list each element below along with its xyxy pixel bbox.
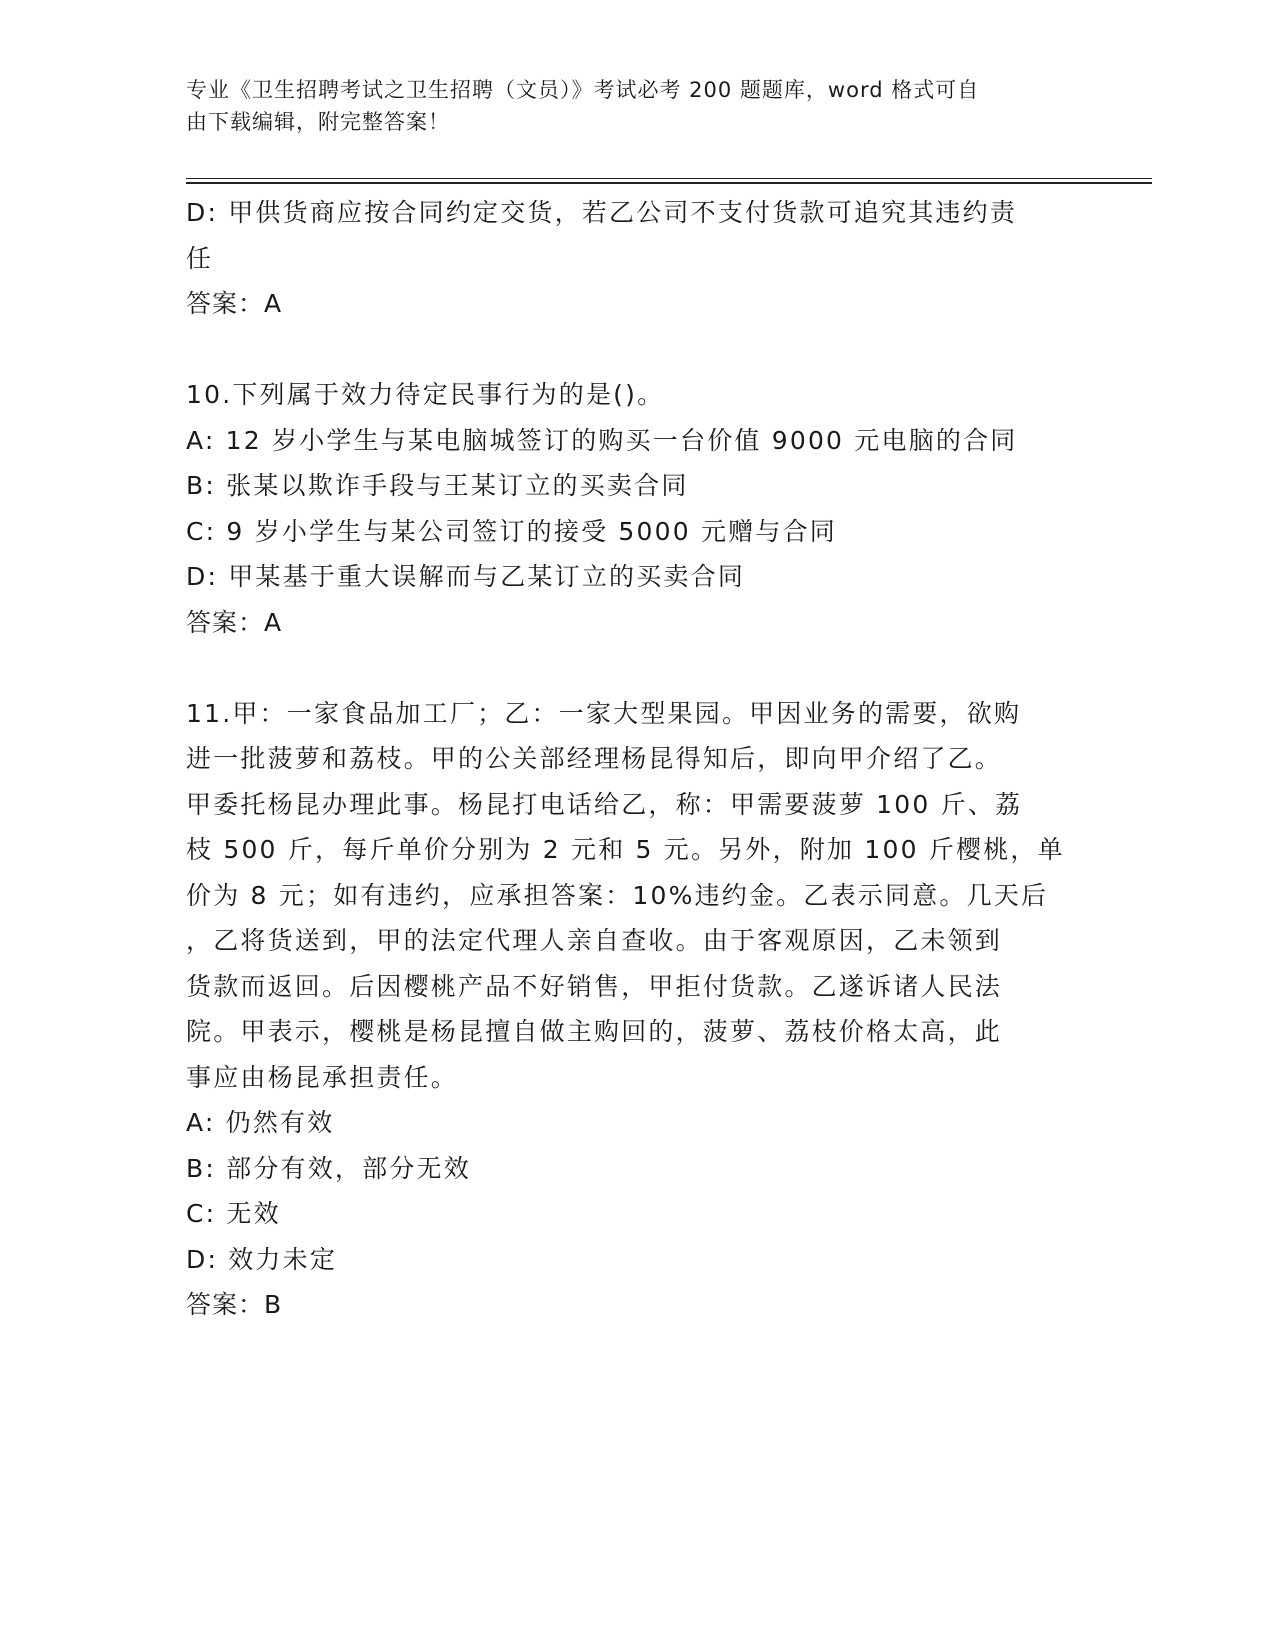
q11-option-d: D: 效力未定	[186, 1244, 338, 1274]
q11-stem-line: 价为 8 元；如有违约，应承担答案：10%违约金。乙表示同意。几天后	[186, 880, 1049, 910]
header-divider-thick	[186, 182, 1152, 184]
document-header	[186, 74, 1066, 138]
q11-stem-line: 货款而返回。后因樱桃产品不好销售，甲拒付货款。乙遂诉诸人民法	[186, 971, 1003, 1001]
header-line-1: 专业《卫生招聘考试之卫生招聘（文员）》考试必考 200 题题库，word 格式可自	[186, 78, 980, 102]
q9-option-d-line-2: 任	[186, 243, 214, 273]
q11-stem-line: 院。甲表示，樱桃是杨昆擅自做主购回的，菠萝、荔枝价格太高，此	[186, 1017, 1003, 1046]
q11-stem-line: 事应由杨昆承担责任。	[186, 1062, 459, 1092]
q9-answer: 答案：A	[186, 289, 283, 318]
q11-stem-line: 进一批菠萝和荔枝。甲的公关部经理杨昆得知后，即向甲介绍了乙。	[186, 744, 1003, 773]
question-9-tail	[186, 190, 1086, 327]
q11-stem-line: 枝 500 斤，每斤单价分别为 2 元和 5 元。另外，附加 100 斤樱桃，单	[186, 835, 1065, 864]
q10-option-c: C: 9 岁小学生与某公司签订的接受 5000 元赠与合同	[186, 516, 837, 546]
q11-stem-line: 甲委托杨昆办理此事。杨昆打电话给乙，称：甲需要菠萝 100 斤、荔	[186, 789, 1023, 819]
q11-option-b: B: 部分有效，部分无效	[186, 1153, 471, 1183]
document-body	[186, 190, 1086, 1328]
q10-stem: 10.下列属于效力待定民事行为的是()。	[186, 380, 665, 409]
q10-option-d: D: 甲某基于重大误解而与乙某订立的买卖合同	[186, 562, 746, 591]
q11-stem-line: 11.甲：一家食品加工厂；乙：一家大型果园。甲因业务的需要，欲购	[186, 698, 1022, 728]
q11-option-c: C: 无效	[186, 1199, 281, 1228]
q9-option-d-line-1: D: 甲供货商应按合同约定交货，若乙公司不支付货款可追究其违约责	[186, 198, 1018, 227]
q11-answer: 答案：B	[186, 1290, 283, 1319]
spacer	[186, 327, 1086, 373]
q10-answer: 答案：A	[186, 607, 283, 637]
q10-option-b: B: 张某以欺诈手段与王某订立的买卖合同	[186, 471, 689, 500]
q11-option-a: A: 仍然有效	[186, 1108, 335, 1137]
q11-stem-line: ，乙将货送到，甲的法定代理人亲自查收。由于客观原因，乙未领到	[186, 926, 1003, 955]
q10-option-a: A: 12 岁小学生与某电脑城签订的购买一台价值 9000 元电脑的合同	[186, 425, 1018, 455]
header-line-2: 由下载编辑，附完整答案！	[186, 110, 450, 134]
question-11	[186, 691, 1086, 1328]
question-10	[186, 372, 1086, 645]
header-divider-thin	[186, 178, 1152, 179]
spacer	[186, 645, 1086, 691]
